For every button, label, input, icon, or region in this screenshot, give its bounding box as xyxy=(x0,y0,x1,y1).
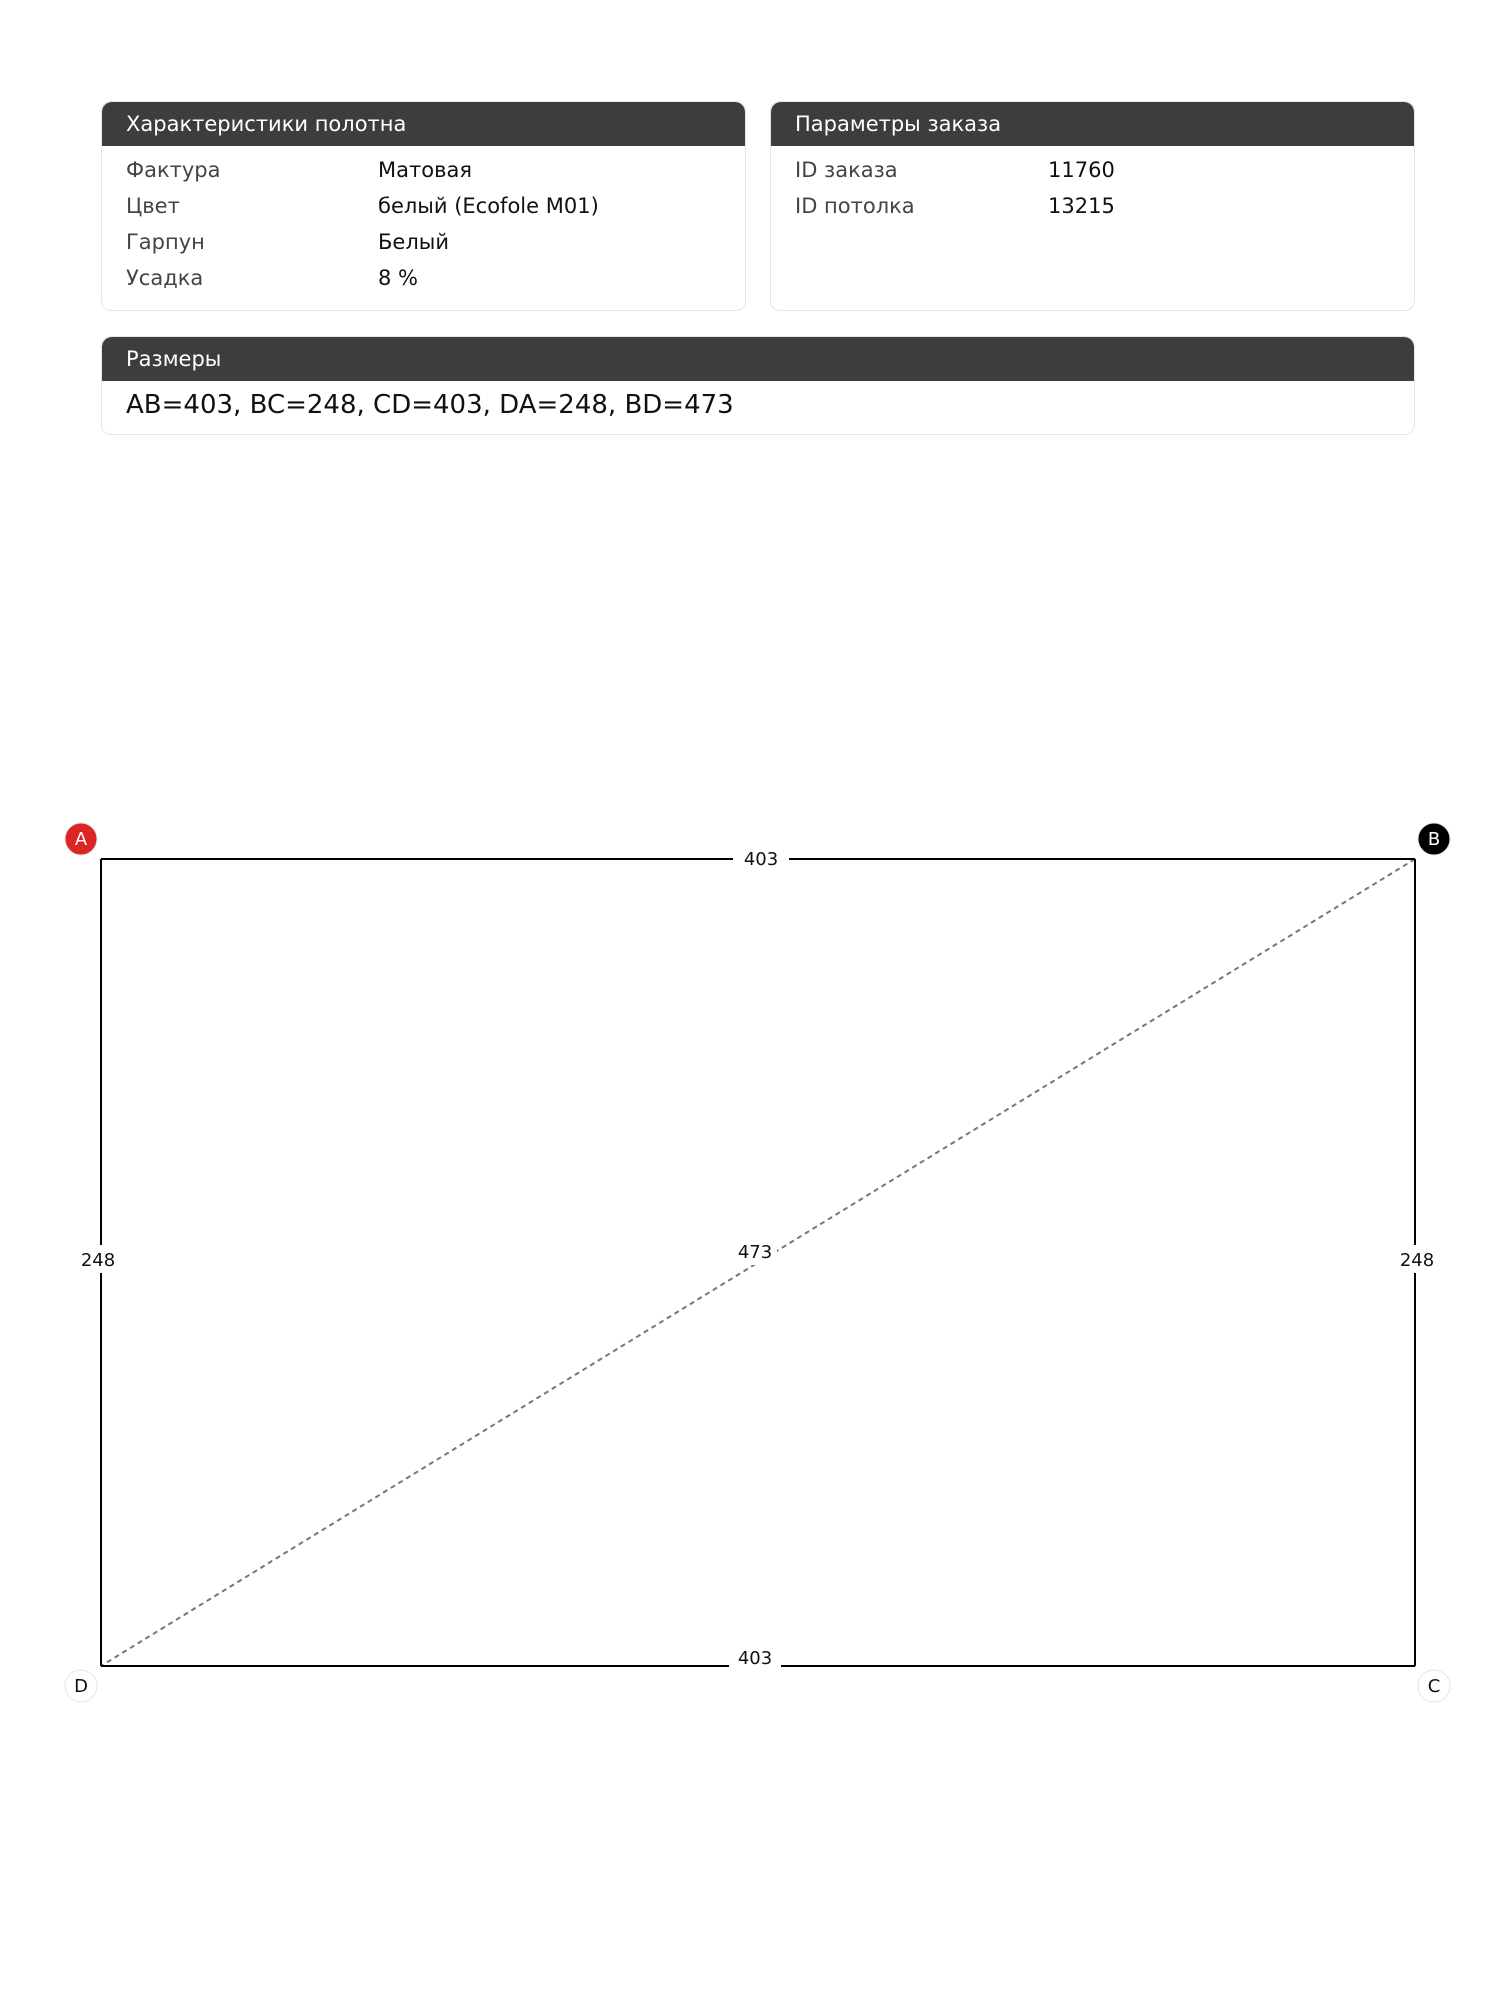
spec-value: Матовая xyxy=(378,158,472,182)
vertex-a-marker xyxy=(65,823,97,855)
spec-value: 8 % xyxy=(378,266,418,290)
vertex-b-label: B xyxy=(1427,829,1441,850)
order-label: ID потолка xyxy=(795,194,915,218)
spec-label: Гарпун xyxy=(126,230,205,254)
dimensions-summary: AB=403, BC=248, CD=403, DA=248, BD=473 xyxy=(126,390,734,420)
edge-bc-label: 248 xyxy=(1399,1250,1435,1271)
canvas-characteristics-title: Характеристики полотна xyxy=(102,102,745,146)
spec-value: белый (Ecofole M01) xyxy=(378,194,599,218)
vertex-b-marker xyxy=(1418,823,1450,855)
order-label: ID заказа xyxy=(795,158,898,182)
order-value: 13215 xyxy=(1048,194,1115,218)
vertex-a-label: A xyxy=(74,829,88,850)
vertex-d-marker xyxy=(65,1670,97,1702)
spec-label: Фактура xyxy=(126,158,221,182)
vertex-c-label: C xyxy=(1427,1676,1441,1697)
spec-label: Усадка xyxy=(126,266,204,290)
edge-bd-label: 473 xyxy=(737,1242,773,1263)
edge-ab-label: 403 xyxy=(743,849,779,870)
spec-value: Белый xyxy=(378,230,449,254)
spec-label: Цвет xyxy=(126,194,180,218)
order-value: 11760 xyxy=(1048,158,1115,182)
edge-da-label: 248 xyxy=(80,1250,116,1271)
vertex-c-marker xyxy=(1418,1670,1450,1702)
order-parameters-title: Параметры заказа xyxy=(771,102,1414,146)
edge-cd-label: 403 xyxy=(737,1648,773,1669)
dimensions-title: Размеры xyxy=(102,337,1414,381)
vertex-d-label: D xyxy=(74,1676,88,1697)
